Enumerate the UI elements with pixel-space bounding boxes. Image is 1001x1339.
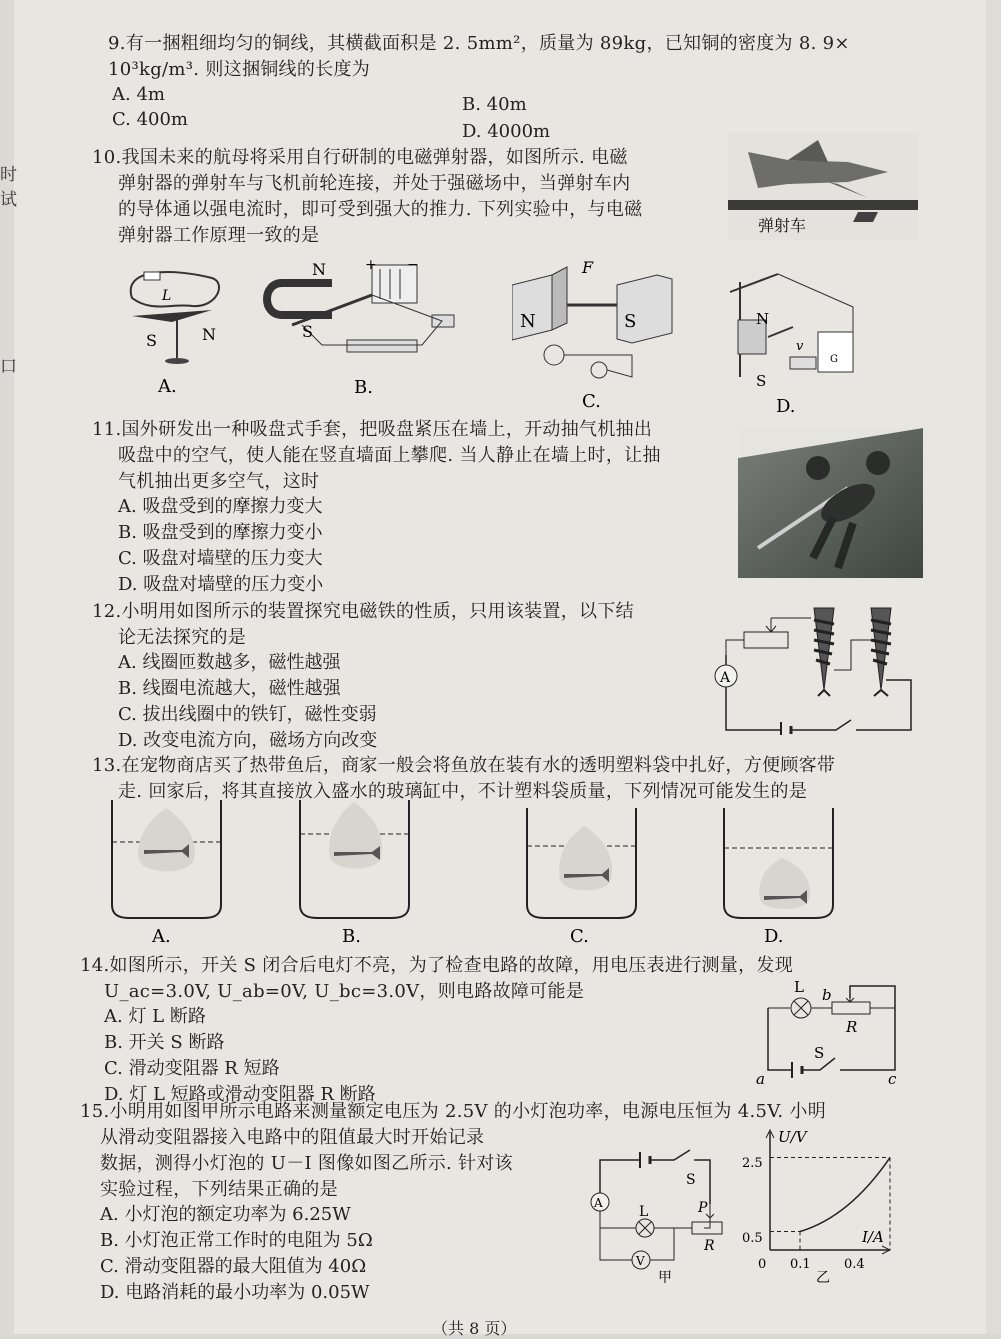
choice-a-label: A. [158, 376, 177, 397]
q9-stem-line2: 10³kg/m³. 则这捆铜线的长度为 [108, 59, 371, 80]
q15-fig-ammeter: A [594, 1196, 603, 1210]
q12-line2: 论无法探究的是 [118, 627, 247, 648]
q15-option-d: D. 电路消耗的最小功率为 0.05W [100, 1282, 370, 1303]
choice-d-label: D. [776, 396, 796, 417]
fig-c-label-f: F [582, 258, 594, 277]
q14-fig-l: L [794, 978, 804, 996]
q11-option-a: A. 吸盘受到的摩擦力变大 [118, 496, 323, 517]
choice-b-label: B. [354, 377, 373, 398]
q9-stem-line1: 9.有一捆粗细均匀的铜线，其横截面积是 2. 5mm²，质量为 89kg，已知铜的密度为 8. 9× [108, 33, 850, 54]
q11-line1: 11.国外研发出一种吸盘式手套，把吸盘紧压在墙上，开动抽气机抽出 [92, 419, 653, 440]
tank-d-label: D. [764, 926, 784, 947]
q13-line2: 走. 回家后，将其直接放入盛水的玻璃缸中，不计塑料袋质量，下列情况可能发生的是 [118, 781, 808, 802]
q15-option-c: C. 滑动变阻器的最大阻值为 40Ω [100, 1256, 367, 1277]
q15-option-b: B. 小灯泡正常工作时的电阻为 5Ω [100, 1230, 373, 1251]
tank-d [724, 808, 833, 947]
fig-b-label-n: N [312, 260, 326, 279]
fig-a-label-n: N [202, 325, 216, 344]
fig-d-label-n: N [756, 310, 770, 328]
side-mark: 试 [0, 190, 17, 210]
q15-line4: 实验过程，下列结果正确的是 [100, 1179, 338, 1200]
fig-c-label-s: S [624, 311, 637, 332]
q14-line1: 14.如图所示，开关 S 闭合后电灯不亮，为了检查电路的故障，用电压表进行测量，发现 [80, 955, 793, 976]
graph-tick-x0: 0 [758, 1257, 767, 1272]
tank-c-label: C. [570, 926, 589, 947]
fig-d-label-s: S [756, 372, 767, 390]
q15-fig-s: S [686, 1172, 696, 1188]
graph-xlabel: I/A [862, 1228, 884, 1246]
q10-figure-b [262, 255, 462, 400]
page-edge-right [986, 0, 1001, 1334]
q13-fish-tanks [104, 800, 844, 950]
q12-option-b: B. 线圈电流越大，磁性越强 [118, 678, 341, 699]
graph-caption: 乙 [816, 1270, 830, 1286]
q14-circuit-figure [750, 978, 910, 1090]
q10-figure-d [718, 262, 868, 422]
page-footer: （共 8 页） [432, 1319, 517, 1338]
tank-a-label: A. [152, 926, 171, 947]
fig-b-label-s: S [302, 322, 313, 341]
q13-line1: 13.在宠物商店买了热带鱼后，商家一般会将鱼放在装有水的透明塑料袋中扎好，方便顾客带 [92, 755, 836, 776]
electromagnet-circuit-figure [706, 600, 916, 735]
fig-d-label-v: v [796, 339, 804, 354]
tank-b-label: B. [342, 926, 361, 947]
q15-option-a: A. 小灯泡的额定功率为 6.25W [100, 1204, 351, 1225]
q14-fig-c: c [888, 1070, 897, 1088]
q15-fig-p: P [698, 1200, 708, 1216]
ammeter-label: A [720, 670, 731, 686]
q9-option-a: A. 4m [112, 84, 165, 105]
q14-fig-b: b [822, 986, 832, 1004]
side-mark: 时 [0, 165, 17, 185]
q9-option-b: B. 40m [462, 94, 527, 115]
q12-option-a: A. 线圈匝数越多，磁性越强 [118, 652, 341, 673]
q9-option-d: D. 4000m [462, 121, 551, 142]
q10-figure-a [112, 258, 232, 398]
q14-option-b: B. 开关 S 断路 [104, 1032, 225, 1053]
q14-fig-a: a [756, 1070, 765, 1088]
q14-fig-r: R [846, 1018, 858, 1036]
tank-b [300, 800, 409, 947]
graph-ylabel: U/V [778, 1128, 807, 1146]
fig-c-label-n: N [520, 311, 536, 332]
fig-a-label-s: S [146, 331, 157, 350]
catapult-label: 弹射车 [758, 216, 807, 235]
q15-fig-voltmeter: V [636, 1254, 645, 1268]
q11-option-d: D. 吸盘对墙壁的压力变小 [118, 574, 324, 595]
q12-option-d: D. 改变电流方向，磁场方向改变 [118, 730, 378, 751]
q15-fig-jia-caption: 甲 [658, 1270, 672, 1286]
fig-a-label-l: L [162, 288, 172, 304]
q14-fig-s: S [814, 1044, 825, 1062]
fig-d-label-g: G [830, 354, 838, 365]
choice-c-label: C. [582, 391, 601, 412]
q15-fig-r: R [704, 1238, 715, 1254]
q9-option-c: C. 400m [112, 109, 188, 130]
graph-tick-x2: 0.4 [844, 1257, 865, 1272]
q15-line2: 从滑动变阻器接入电路中的阻值最大时开始记录 [100, 1127, 485, 1148]
q15-line1: 15.小明用如图甲所示电路来测量额定电压为 2.5V 的小灯泡功率，电源电压恒为 4.5V. 小明 [80, 1101, 827, 1122]
q15-line3: 数据，测得小灯泡的 U－I 图像如图乙所示. 针对该 [100, 1153, 513, 1174]
catapult-jet-figure [728, 132, 918, 240]
q15-fig-l: L [639, 1204, 649, 1220]
q10-line4: 弹射器工作原理一致的是 [118, 225, 320, 246]
q12-option-c: C. 拔出线圈中的铁钉，磁性变弱 [118, 704, 377, 725]
q10-line2: 弹射器的弹射车与飞机前轮连接，并处于强磁场中，当弹射车内 [118, 173, 631, 194]
graph-tick-x1: 0.1 [790, 1257, 811, 1272]
q11-option-c: C. 吸盘对墙壁的压力变大 [118, 548, 323, 569]
q14-line2: U_ac=3.0V, U_ab=0V, U_bc=3.0V，则电路故障可能是 [104, 981, 585, 1002]
graph-tick-y2: 0.5 [742, 1231, 763, 1246]
fig-b-label-minus: − [407, 257, 419, 273]
side-mark: 口 [0, 357, 17, 377]
q14-option-c: C. 滑动变阻器 R 短路 [104, 1058, 280, 1079]
q12-line1: 12.小明用如图所示的装置探究电磁铁的性质，只用该装置，以下结 [92, 601, 634, 622]
graph-tick-y1: 2.5 [742, 1156, 763, 1171]
q15-ui-graph [740, 1122, 900, 1290]
q15-circuit-jia [584, 1148, 734, 1288]
q11-line3: 气机抽出更多空气，这时 [118, 471, 320, 492]
climbing-glove-photo [738, 428, 923, 578]
fig-b-label-plus: + [365, 257, 377, 273]
tank-a [112, 800, 221, 947]
ui-curve [800, 1158, 890, 1232]
q10-line1: 10.我国未来的航母将采用自行研制的电磁弹射器，如图所示. 电磁 [92, 147, 628, 168]
q14-option-d: D. 灯 L 短路或滑动变阻器 R 断路 [104, 1084, 376, 1105]
tank-c [527, 808, 636, 947]
q11-option-b: B. 吸盘受到的摩擦力变小 [118, 522, 323, 543]
q11-line2: 吸盘中的空气，使人能在竖直墙面上攀爬. 当人静止在墙上时，让抽 [118, 445, 661, 466]
q10-line3: 的导体通以强电流时，即可受到强大的推力. 下列实验中，与电磁 [118, 199, 643, 220]
q10-figure-c [512, 255, 677, 415]
q14-option-a: A. 灯 L 断路 [104, 1006, 206, 1027]
